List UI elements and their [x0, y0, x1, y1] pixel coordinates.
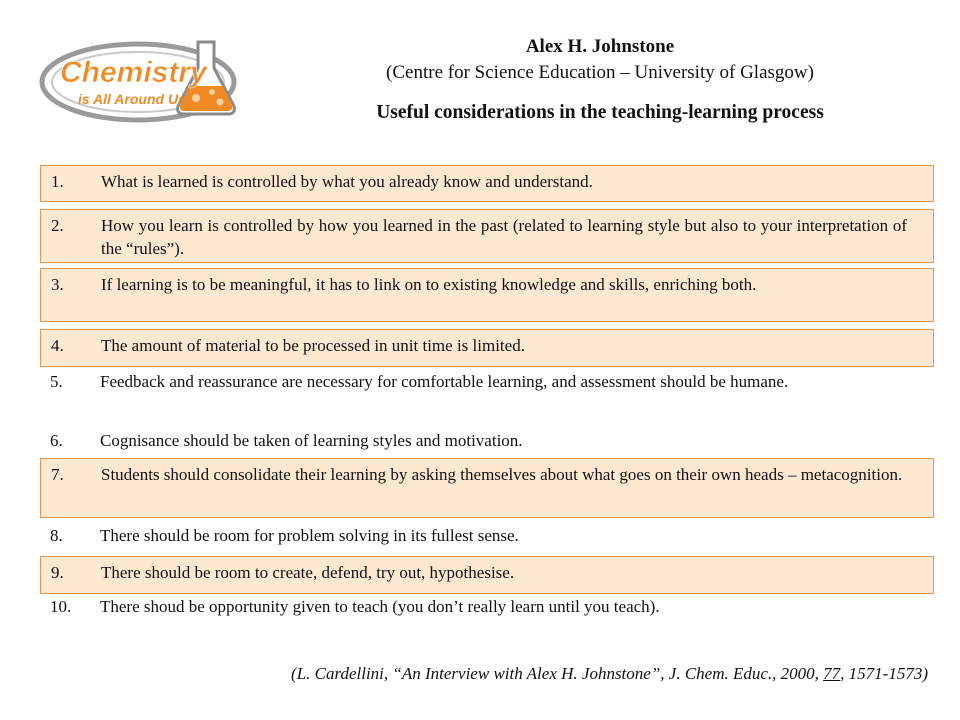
- item-text: If learning is to be meaningful, it has to link on to existing knowledge and skills, enriching both.: [101, 275, 757, 294]
- citation: [40, 664, 928, 684]
- item-number: 4.: [51, 336, 64, 355]
- citation-pages: , 1571-1573): [840, 664, 928, 683]
- logo-word: Chemistry: [60, 56, 207, 89]
- item-number: 9.: [51, 563, 64, 582]
- list-item: [40, 165, 934, 202]
- item-number: 5.: [50, 372, 63, 391]
- item-number: 7.: [51, 465, 64, 484]
- logo-tagline: is All Around Us: [78, 91, 186, 107]
- item-text: There should be room to create, defend, try out, hypothesise.: [101, 563, 515, 582]
- item-number: 6.: [50, 431, 63, 450]
- list-item: [40, 520, 934, 550]
- item-text: What is learned is controlled by what you already know and understand.: [101, 172, 593, 191]
- list-item: [40, 425, 934, 455]
- item-text: Feedback and reassurance are necessary for comfortable learning, and assessment should be humane.: [100, 372, 789, 391]
- citation-text: (L. Cardellini, “An Interview with Alex H. Johnstone”, J. Chem. Educ., 2000,: [291, 664, 824, 683]
- item-number: 2.: [51, 216, 64, 235]
- list-item: [40, 591, 934, 621]
- citation-volume: 77: [823, 664, 841, 683]
- item-text: Students should consolidate their learning by asking themselves about what goes on their own heads – metacognition.: [101, 465, 903, 484]
- author-affiliation: (Centre for Science Education – University of Glasgow): [386, 62, 814, 83]
- item-number: 8.: [50, 526, 63, 545]
- item-number: 10.: [50, 597, 72, 616]
- item-text: There shoud be opportunity given to teach (you don’t really learn until you teach).: [100, 597, 660, 616]
- item-number: 3.: [51, 275, 64, 294]
- list-item: [40, 268, 934, 322]
- item-number: 1.: [51, 172, 64, 191]
- item-text: How you learn is controlled by how you learned in the past (related to learning style but also to your interpretation of the “rules”).: [101, 216, 907, 258]
- item-text: The amount of material to be processed in unit time is limited.: [101, 336, 525, 355]
- item-text: Cognisance should be taken of learning styles and motivation.: [100, 431, 523, 450]
- author-name: Alex H. Johnstone: [525, 36, 675, 57]
- chemistry-logo-graphic: [38, 30, 258, 140]
- list-item: [40, 209, 934, 263]
- item-text: There should be room for problem solving in its fullest sense.: [100, 526, 519, 545]
- list-item: [40, 329, 934, 367]
- list-item: [40, 458, 934, 518]
- chemistry-logo: [38, 30, 258, 140]
- list-item: [40, 366, 934, 418]
- list-item: [40, 556, 934, 594]
- page-title: Useful considerations in the teaching-learning process: [376, 102, 824, 123]
